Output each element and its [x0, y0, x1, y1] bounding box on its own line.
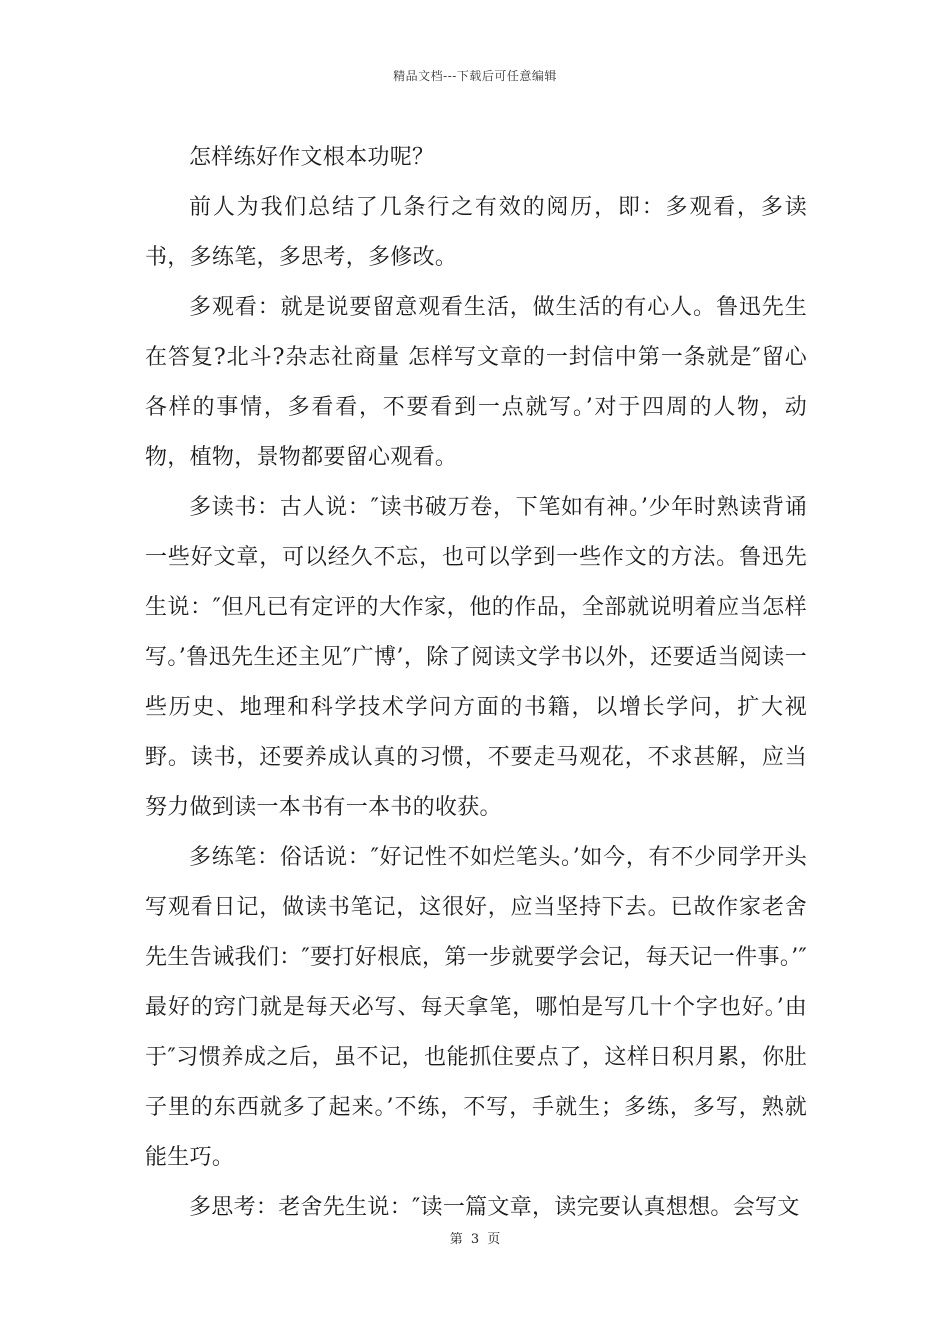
paragraph-read: 多读书：古人说：″读书破万卷，下笔如有神。’少年时熟读背诵一些好文章，可以经久不忘，也可以学到一些作文的方法。鲁迅先生说：″但凡已有定评的大作家，他的作品，全部就说明着应当怎样写。’鲁迅先生还主见″广博’，除了阅读文学书以外，还要适当阅读一些历史、地理和科学技术学问方面的书籍，以增长学问，扩大视野。读书，还要养成认真的习惯，不要走马观花，不求甚解，应当努力做到读一本书有一本书的收获。: [145, 495, 807, 820]
page-number: 3: [470, 1232, 480, 1247]
page-prefix: 第: [449, 1232, 463, 1247]
document-body: [145, 133, 807, 1233]
paragraph-question: 怎样练好作文根本功呢？: [189, 145, 435, 170]
page-header: 精品文档---下载后可任意编辑: [393, 69, 557, 83]
paragraph-practice: 多练笔：俗话说：″好记性不如烂笔头。’如今，有不少同学开头写观看日记，做读书笔记，这很好，应当坚持下去。已故作家老舍先生告诫我们：″要打好根底，第一步就要学会记，每天记一件事。’″最好的窍门就是每天必写、每天拿笔，哪怕是写几十个字也好。’由于″习惯养成之后，虽不记，也能抓住要点了，这样日积月累，你肚子里的东西就多了起来。’不练，不写，手就生；多练，多写，熟就能生巧。: [145, 845, 807, 1170]
paragraph-summary: 前人为我们总结了几条行之有效的阅历，即：多观看，多读书，多练笔，多思考，多修改。: [145, 195, 807, 270]
page-suffix: 页: [487, 1232, 501, 1247]
paragraph-observe: 多观看：就是说要留意观看生活，做生活的有心人。鲁迅先生在答复?北斗?杂志社商量 怎样写文章的一封信中第一条就是″留心各样的事情，多看看，不要看到一点就写。’对于四周的人物，动物，植物，景物都要留心观看。: [145, 295, 807, 470]
paragraph-think: 多思考：老舍先生说：″读一篇文章，读完要认真想想。会写文: [189, 1195, 800, 1220]
page-footer: [0, 1228, 950, 1247]
